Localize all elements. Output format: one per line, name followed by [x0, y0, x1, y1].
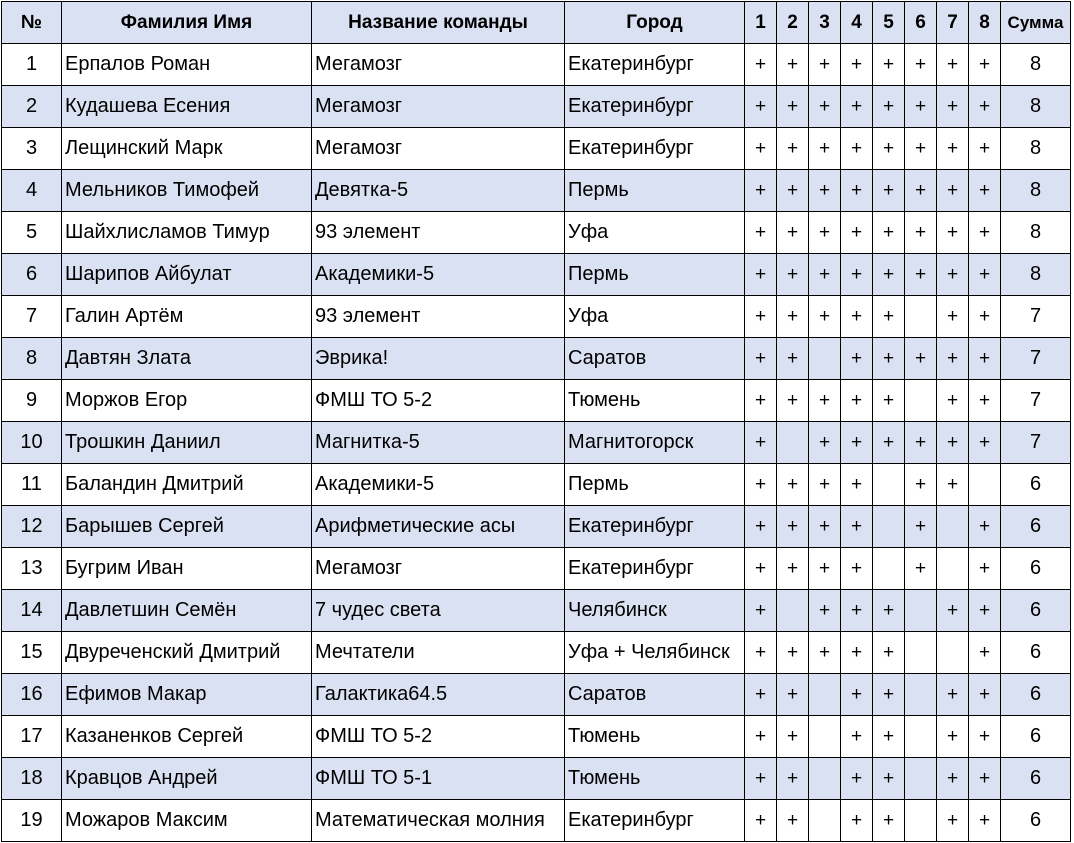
city-name: Екатеринбург [565, 86, 745, 128]
problem-1-mark: + [745, 380, 777, 422]
problem-6-mark: + [905, 212, 937, 254]
problem-1-mark: + [745, 800, 777, 842]
problem-7-mark: + [937, 464, 969, 506]
participant-name: Барышев Сергей [62, 506, 312, 548]
problem-5-mark: + [873, 380, 905, 422]
team-name: Мегамозг [312, 86, 565, 128]
city-name: Челябинск [565, 590, 745, 632]
problem-3-mark: + [809, 464, 841, 506]
problem-7-mark [937, 506, 969, 548]
problem-6-mark [905, 590, 937, 632]
problem-5-mark [873, 548, 905, 590]
problem-7-mark: + [937, 380, 969, 422]
problem-1-mark: + [745, 758, 777, 800]
header-team: Название команды [312, 2, 565, 44]
table-row [2, 506, 1071, 548]
row-number: 14 [2, 590, 62, 632]
city-name: Екатеринбург [565, 128, 745, 170]
participant-name: Трошкин Даниил [62, 422, 312, 464]
problem-2-mark: + [777, 464, 809, 506]
team-name: Эврика! [312, 338, 565, 380]
problem-5-mark: + [873, 758, 905, 800]
problem-2-mark: + [777, 44, 809, 86]
problem-4-mark: + [841, 128, 873, 170]
problem-2-mark: + [777, 632, 809, 674]
problem-4-mark: + [841, 170, 873, 212]
problem-7-mark [937, 632, 969, 674]
problem-4-mark: + [841, 800, 873, 842]
problem-7-mark: + [937, 758, 969, 800]
city-name: Тюмень [565, 716, 745, 758]
row-number: 17 [2, 716, 62, 758]
problem-3-mark: + [809, 212, 841, 254]
score-sum: 6 [1001, 716, 1071, 758]
problem-2-mark: + [777, 254, 809, 296]
problem-2-mark: + [777, 338, 809, 380]
problem-8-mark: + [969, 590, 1001, 632]
problem-6-mark [905, 632, 937, 674]
problem-6-mark: + [905, 506, 937, 548]
row-number: 8 [2, 338, 62, 380]
problem-7-mark: + [937, 674, 969, 716]
problem-3-mark: + [809, 548, 841, 590]
problem-3-mark: + [809, 44, 841, 86]
problem-3-mark: + [809, 296, 841, 338]
problem-5-mark: + [873, 86, 905, 128]
problem-5-mark: + [873, 128, 905, 170]
problem-5-mark: + [873, 632, 905, 674]
team-name: Математическая молния [312, 800, 565, 842]
problem-1-mark: + [745, 254, 777, 296]
row-number: 16 [2, 674, 62, 716]
city-name: Пермь [565, 254, 745, 296]
row-number: 6 [2, 254, 62, 296]
row-number: 15 [2, 632, 62, 674]
score-sum: 7 [1001, 338, 1071, 380]
problem-2-mark: + [777, 548, 809, 590]
team-name: Арифметические асы [312, 506, 565, 548]
participant-name: Кудашева Есения [62, 86, 312, 128]
team-name: ФМШ ТО 5-2 [312, 716, 565, 758]
problem-4-mark: + [841, 296, 873, 338]
problem-3-mark [809, 716, 841, 758]
problem-3-mark: + [809, 506, 841, 548]
problem-3-mark [809, 758, 841, 800]
problem-8-mark: + [969, 632, 1001, 674]
problem-7-mark: + [937, 338, 969, 380]
row-number: 3 [2, 128, 62, 170]
problem-4-mark: + [841, 674, 873, 716]
problem-2-mark: + [777, 170, 809, 212]
problem-1-mark: + [745, 590, 777, 632]
city-name: Пермь [565, 170, 745, 212]
row-number: 19 [2, 800, 62, 842]
row-number: 4 [2, 170, 62, 212]
problem-4-mark: + [841, 44, 873, 86]
problem-2-mark: + [777, 506, 809, 548]
problem-5-mark: + [873, 296, 905, 338]
problem-2-mark: + [777, 716, 809, 758]
problem-8-mark: + [969, 548, 1001, 590]
problem-2-mark: + [777, 800, 809, 842]
problem-1-mark: + [745, 212, 777, 254]
problem-2-mark: + [777, 380, 809, 422]
problem-7-mark: + [937, 800, 969, 842]
problem-6-mark [905, 758, 937, 800]
row-number: 5 [2, 212, 62, 254]
problem-4-mark: + [841, 254, 873, 296]
problem-1-mark: + [745, 716, 777, 758]
problem-5-mark [873, 464, 905, 506]
problem-6-mark: + [905, 254, 937, 296]
problem-8-mark: + [969, 128, 1001, 170]
participant-name: Давлетшин Семён [62, 590, 312, 632]
problem-8-mark: + [969, 422, 1001, 464]
row-number: 10 [2, 422, 62, 464]
city-name: Екатеринбург [565, 506, 745, 548]
table-row [2, 254, 1071, 296]
score-sum: 8 [1001, 212, 1071, 254]
score-sum: 7 [1001, 380, 1071, 422]
problem-8-mark: + [969, 758, 1001, 800]
problem-4-mark: + [841, 548, 873, 590]
participant-name: Моржов Егор [62, 380, 312, 422]
problem-6-mark [905, 296, 937, 338]
participant-name: Давтян Злата [62, 338, 312, 380]
problem-2-mark [777, 590, 809, 632]
row-number: 13 [2, 548, 62, 590]
row-number: 1 [2, 44, 62, 86]
score-sum: 7 [1001, 296, 1071, 338]
participant-name: Ерпалов Роман [62, 44, 312, 86]
problem-2-mark: + [777, 128, 809, 170]
problem-7-mark: + [937, 296, 969, 338]
problem-3-mark: + [809, 86, 841, 128]
header-row [2, 2, 1071, 44]
table-row [2, 296, 1071, 338]
header-problem-5: 5 [873, 2, 905, 44]
team-name: 93 элемент [312, 212, 565, 254]
problem-8-mark: + [969, 44, 1001, 86]
team-name: Девятка-5 [312, 170, 565, 212]
problem-6-mark: + [905, 338, 937, 380]
score-sum: 6 [1001, 800, 1071, 842]
row-number: 11 [2, 464, 62, 506]
results-body [2, 44, 1071, 842]
problem-5-mark: + [873, 674, 905, 716]
table-row [2, 422, 1071, 464]
table-row [2, 170, 1071, 212]
team-name: Мегамозг [312, 548, 565, 590]
city-name: Екатеринбург [565, 800, 745, 842]
problem-4-mark: + [841, 338, 873, 380]
problem-2-mark: + [777, 296, 809, 338]
row-number: 2 [2, 86, 62, 128]
problem-1-mark: + [745, 128, 777, 170]
header-problem-6: 6 [905, 2, 937, 44]
problem-6-mark [905, 674, 937, 716]
problem-4-mark: + [841, 758, 873, 800]
score-sum: 8 [1001, 254, 1071, 296]
header-problem-7: 7 [937, 2, 969, 44]
problem-7-mark: + [937, 170, 969, 212]
problem-2-mark: + [777, 758, 809, 800]
participant-name: Двуреченский Дмитрий [62, 632, 312, 674]
problem-8-mark: + [969, 674, 1001, 716]
problem-8-mark: + [969, 800, 1001, 842]
problem-3-mark: + [809, 128, 841, 170]
problem-6-mark: + [905, 170, 937, 212]
city-name: Уфа [565, 212, 745, 254]
table-row [2, 590, 1071, 632]
city-name: Саратов [565, 674, 745, 716]
problem-4-mark: + [841, 212, 873, 254]
team-name: Галактика64.5 [312, 674, 565, 716]
participant-name: Галин Артём [62, 296, 312, 338]
problem-8-mark: + [969, 212, 1001, 254]
results-table [1, 1, 1071, 842]
table-row [2, 380, 1071, 422]
city-name: Тюмень [565, 380, 745, 422]
header-problem-2: 2 [777, 2, 809, 44]
problem-3-mark: + [809, 254, 841, 296]
problem-5-mark: + [873, 44, 905, 86]
problem-4-mark: + [841, 632, 873, 674]
problem-7-mark [937, 548, 969, 590]
problem-8-mark: + [969, 86, 1001, 128]
city-name: Уфа [565, 296, 745, 338]
header-name: Фамилия Имя [62, 2, 312, 44]
problem-1-mark: + [745, 422, 777, 464]
score-sum: 6 [1001, 758, 1071, 800]
problem-3-mark: + [809, 380, 841, 422]
team-name: ФМШ ТО 5-2 [312, 380, 565, 422]
problem-1-mark: + [745, 674, 777, 716]
problem-1-mark: + [745, 506, 777, 548]
problem-7-mark: + [937, 422, 969, 464]
table-row [2, 548, 1071, 590]
problem-7-mark: + [937, 590, 969, 632]
score-sum: 6 [1001, 506, 1071, 548]
problem-2-mark: + [777, 86, 809, 128]
problem-6-mark [905, 380, 937, 422]
problem-5-mark: + [873, 590, 905, 632]
problem-7-mark: + [937, 128, 969, 170]
city-name: Екатеринбург [565, 548, 745, 590]
problem-3-mark: + [809, 170, 841, 212]
row-number: 9 [2, 380, 62, 422]
problem-4-mark: + [841, 464, 873, 506]
row-number: 18 [2, 758, 62, 800]
problem-8-mark: + [969, 506, 1001, 548]
problem-5-mark: + [873, 800, 905, 842]
problem-7-mark: + [937, 44, 969, 86]
city-name: Уфа + Челябинск [565, 632, 745, 674]
problem-4-mark: + [841, 422, 873, 464]
team-name: Мегамозг [312, 128, 565, 170]
table-row [2, 464, 1071, 506]
participant-name: Шайхлисламов Тимур [62, 212, 312, 254]
participant-name: Кравцов Андрей [62, 758, 312, 800]
problem-6-mark: + [905, 548, 937, 590]
problem-6-mark: + [905, 44, 937, 86]
participant-name: Шарипов Айбулат [62, 254, 312, 296]
problem-8-mark: + [969, 254, 1001, 296]
table-row [2, 212, 1071, 254]
city-name: Тюмень [565, 758, 745, 800]
problem-8-mark: + [969, 380, 1001, 422]
participant-name: Мельников Тимофей [62, 170, 312, 212]
header-city: Город [565, 2, 745, 44]
header-problem-8: 8 [969, 2, 1001, 44]
header-problem-3: 3 [809, 2, 841, 44]
problem-3-mark [809, 674, 841, 716]
problem-3-mark [809, 338, 841, 380]
problem-3-mark: + [809, 590, 841, 632]
participant-name: Лещинский Марк [62, 128, 312, 170]
problem-5-mark: + [873, 422, 905, 464]
problem-5-mark: + [873, 170, 905, 212]
team-name: 93 элемент [312, 296, 565, 338]
problem-2-mark [777, 422, 809, 464]
table-row [2, 44, 1071, 86]
problem-6-mark: + [905, 464, 937, 506]
problem-2-mark: + [777, 674, 809, 716]
problem-8-mark: + [969, 170, 1001, 212]
team-name: ФМШ ТО 5-1 [312, 758, 565, 800]
table-row [2, 716, 1071, 758]
city-name: Магнитогорск [565, 422, 745, 464]
score-sum: 6 [1001, 632, 1071, 674]
problem-5-mark [873, 506, 905, 548]
problem-8-mark: + [969, 296, 1001, 338]
participant-name: Баландин Дмитрий [62, 464, 312, 506]
problem-4-mark: + [841, 380, 873, 422]
team-name: Академики-5 [312, 254, 565, 296]
problem-2-mark: + [777, 212, 809, 254]
score-sum: 7 [1001, 422, 1071, 464]
team-name: Мегамозг [312, 44, 565, 86]
problem-5-mark: + [873, 212, 905, 254]
problem-4-mark: + [841, 716, 873, 758]
problem-6-mark: + [905, 128, 937, 170]
team-name: Мечтатели [312, 632, 565, 674]
problem-5-mark: + [873, 338, 905, 380]
problem-6-mark: + [905, 422, 937, 464]
header-problem-1: 1 [745, 2, 777, 44]
participant-name: Казаненков Сергей [62, 716, 312, 758]
city-name: Екатеринбург [565, 44, 745, 86]
table-row [2, 338, 1071, 380]
problem-1-mark: + [745, 44, 777, 86]
problem-6-mark [905, 800, 937, 842]
problem-6-mark: + [905, 86, 937, 128]
table-row [2, 86, 1071, 128]
header-problem-4: 4 [841, 2, 873, 44]
problem-7-mark: + [937, 254, 969, 296]
score-sum: 6 [1001, 548, 1071, 590]
problem-4-mark: + [841, 590, 873, 632]
problem-1-mark: + [745, 632, 777, 674]
problem-4-mark: + [841, 86, 873, 128]
score-sum: 8 [1001, 86, 1071, 128]
problem-3-mark: + [809, 632, 841, 674]
problem-7-mark: + [937, 86, 969, 128]
city-name: Пермь [565, 464, 745, 506]
problem-1-mark: + [745, 464, 777, 506]
participant-name: Можаров Максим [62, 800, 312, 842]
score-sum: 6 [1001, 590, 1071, 632]
city-name: Саратов [565, 338, 745, 380]
problem-8-mark [969, 464, 1001, 506]
score-sum: 8 [1001, 44, 1071, 86]
problem-3-mark [809, 800, 841, 842]
problem-6-mark [905, 716, 937, 758]
score-sum: 6 [1001, 674, 1071, 716]
participant-name: Бугрим Иван [62, 548, 312, 590]
table-row [2, 800, 1071, 842]
table-row [2, 758, 1071, 800]
table-row [2, 674, 1071, 716]
problem-4-mark: + [841, 506, 873, 548]
row-number: 12 [2, 506, 62, 548]
team-name: Академики-5 [312, 464, 565, 506]
problem-1-mark: + [745, 170, 777, 212]
problem-1-mark: + [745, 86, 777, 128]
score-sum: 8 [1001, 170, 1071, 212]
problem-7-mark: + [937, 212, 969, 254]
table-row [2, 128, 1071, 170]
team-name: 7 чудес света [312, 590, 565, 632]
problem-3-mark: + [809, 422, 841, 464]
header-num: № [2, 2, 62, 44]
problem-7-mark: + [937, 716, 969, 758]
problem-1-mark: + [745, 338, 777, 380]
score-sum: 8 [1001, 128, 1071, 170]
problem-5-mark: + [873, 254, 905, 296]
team-name: Магнитка-5 [312, 422, 565, 464]
score-sum: 6 [1001, 464, 1071, 506]
problem-1-mark: + [745, 548, 777, 590]
header-sum: Сумма [1001, 2, 1071, 44]
problem-8-mark: + [969, 338, 1001, 380]
problem-1-mark: + [745, 296, 777, 338]
participant-name: Ефимов Макар [62, 674, 312, 716]
problem-5-mark: + [873, 716, 905, 758]
table-row [2, 632, 1071, 674]
problem-8-mark: + [969, 716, 1001, 758]
row-number: 7 [2, 296, 62, 338]
